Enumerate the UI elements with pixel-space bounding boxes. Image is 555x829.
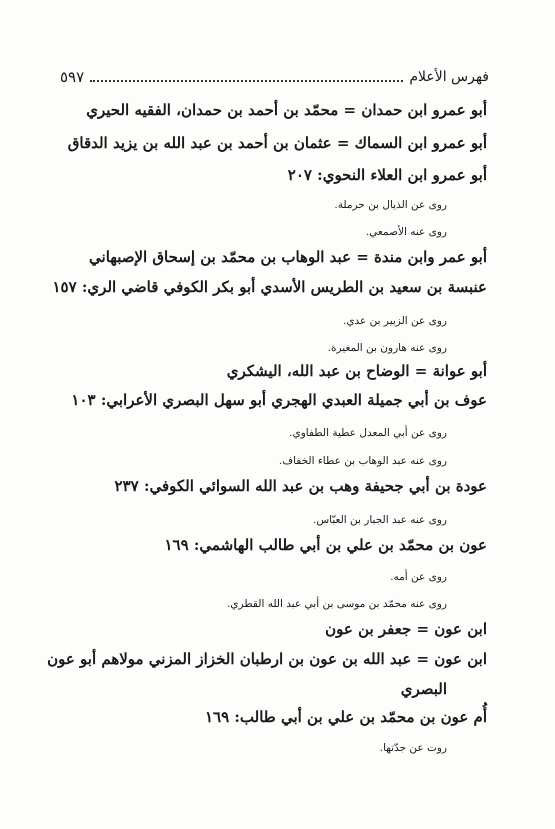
index-subline: روى عنه هارون بن المغيرة. <box>327 342 447 354</box>
index-line: أبو عمرو ابن العلاء النحوي: ٢٠٧ <box>287 166 487 184</box>
index-line: عون بن محمّد بن علي بن أبي طالب الهاشمي: ١٦٩ <box>164 536 487 554</box>
header-dot-leader <box>90 72 403 82</box>
index-line: عنبسة بن سعيد بن الطريس الأسدي أبو بكر الكوفي قاضي الري: ١٥٧ <box>52 278 487 296</box>
running-header <box>60 66 489 88</box>
index-subline: روى عن الزبير بن عدي. <box>342 315 447 327</box>
index-line: أُم عون بن محمّد بن علي بن أبي طالب: ١٦٩ <box>205 708 487 726</box>
index-subline: روى عنه عبد الجبار بن العبّاس. <box>312 514 447 526</box>
index-subline: روت عن جدّتها. <box>379 742 447 754</box>
index-line: أبو عمرو ابن السماك = عثمان بن أحمد بن عبد الله بن يزيد الدقاق <box>67 134 487 152</box>
index-line: أبو عمرو ابن حمدان = محمّد بن أحمد بن حمدان، الفقيه الحيري <box>86 101 487 119</box>
index-subline: روى عنه محمّد بن موسى بن أبي عبد الله القطري. <box>226 598 447 610</box>
index-subline: روى عن الذيال بن حرملة. <box>334 199 447 211</box>
index-line: عودة بن أبي جحيفة وهب بن عبد الله السوائي الكوفي: ٢٣٧ <box>114 477 487 495</box>
index-line: عوف بن أبي جميلة العبدي الهجري أبو سهل البصري الأعرابي: ١٠٣ <box>71 391 487 409</box>
index-subline: روى عن أبي المعدل عطية الطفاوي. <box>289 427 447 439</box>
index-line-continued: البصري <box>400 680 447 698</box>
index-subline: روى عن أمه. <box>390 571 447 583</box>
index-line: ابن عون = جعفر بن عون <box>325 620 487 638</box>
index-subline: روى عنه عبد الوهاب بن عطاء الخفاف. <box>278 455 447 467</box>
index-subline: روى عنه الأصمعي. <box>365 226 447 238</box>
index-line: أبو عوانة = الوضاح بن عبد الله، اليشكري <box>226 362 487 380</box>
header-title: فهرس الأعلام <box>409 69 489 85</box>
index-line: ابن عون = عبد الله بن عون بن ارطبان الخزاز المزني مولاهم أبو عون <box>47 650 487 668</box>
index-line: أبو عمر وابن مندة = عبد الوهاب بن محمّد بن إسحاق الإصبهاني <box>89 248 487 266</box>
page-number: ٥٩٧ <box>60 68 85 86</box>
